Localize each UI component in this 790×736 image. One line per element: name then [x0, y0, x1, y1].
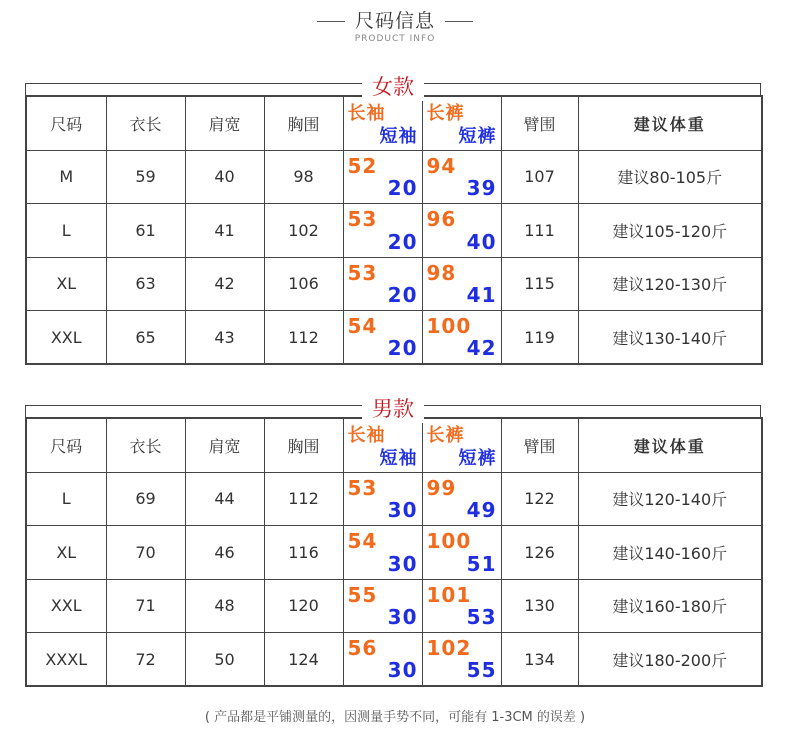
long-sleeve-value: 54 [347, 529, 378, 553]
weight-cell: 建议130-140斤 [578, 311, 762, 365]
short-pants-value: 51 [466, 551, 497, 576]
sleeve-cell [343, 311, 422, 365]
size-cell: XXL [26, 311, 106, 365]
size-cell: XL [26, 526, 106, 580]
title-dash-left [317, 21, 345, 22]
title-dash-right [445, 21, 473, 22]
table-row [26, 579, 762, 633]
weight-cell: 建议180-200斤 [578, 633, 762, 687]
size-cell: XXL [26, 579, 106, 633]
header-long-sleeve: 长袖 [347, 425, 386, 446]
shoulder-cell: 40 [185, 150, 264, 204]
size-cell: L [26, 472, 106, 526]
table-header-row [26, 96, 762, 150]
short-pants-value: 49 [466, 498, 497, 522]
sleeve-cell [343, 633, 422, 687]
header-sleeve [343, 96, 422, 150]
long-sleeve-value: 56 [347, 636, 378, 660]
sleeve-cell [343, 579, 422, 633]
table-row [26, 257, 762, 311]
pants-cell [422, 311, 501, 365]
header-chest: 胸围 [264, 418, 343, 472]
long-pants-value: 100 [426, 529, 472, 553]
arm-cell: 126 [501, 526, 578, 580]
pants-cell [422, 579, 501, 633]
men-section [25, 395, 761, 687]
long-sleeve-value: 53 [347, 260, 378, 285]
shoulder-cell: 46 [185, 526, 264, 580]
weight-cell: 建议140-160斤 [578, 526, 762, 580]
size-cell: XL [26, 257, 106, 311]
short-pants-value: 42 [466, 336, 497, 360]
short-sleeve-value: 20 [387, 229, 418, 254]
length-cell: 72 [106, 633, 185, 687]
long-sleeve-value: 55 [347, 582, 378, 607]
arm-cell: 111 [501, 204, 578, 258]
shoulder-cell: 50 [185, 633, 264, 687]
page-subtitle: PRODUCT INFO [354, 34, 436, 44]
table-row [26, 472, 762, 526]
pants-cell [422, 204, 501, 258]
short-sleeve-value: 20 [387, 176, 418, 200]
chest-cell: 112 [264, 311, 343, 365]
header-size: 尺码 [26, 418, 106, 472]
arm-cell: 115 [501, 257, 578, 311]
weight-cell: 建议120-140斤 [578, 472, 762, 526]
short-sleeve-value: 30 [387, 498, 418, 522]
arm-cell: 130 [501, 579, 578, 633]
men-section-bar [25, 395, 761, 421]
men-size-table [25, 417, 763, 687]
table-row [26, 526, 762, 580]
short-sleeve-value: 30 [387, 605, 418, 629]
chest-cell: 112 [264, 472, 343, 526]
length-cell: 71 [106, 579, 185, 633]
short-pants-value: 41 [466, 283, 497, 307]
short-pants-value: 39 [466, 176, 497, 200]
short-sleeve-value: 20 [387, 283, 418, 307]
header-shoulder: 肩宽 [185, 96, 264, 150]
women-section [25, 73, 761, 365]
header-length: 衣长 [106, 96, 185, 150]
header-shoulder: 肩宽 [185, 418, 264, 472]
short-sleeve-value: 20 [387, 336, 418, 360]
weight-cell: 建议80-105斤 [578, 150, 762, 204]
header-size: 尺码 [26, 96, 106, 150]
pants-cell [422, 150, 501, 204]
long-sleeve-value: 53 [347, 207, 378, 231]
chest-cell: 98 [264, 150, 343, 204]
women-section-title: 女款 [362, 71, 424, 101]
size-cell: XXXL [26, 633, 106, 687]
chest-cell: 120 [264, 579, 343, 633]
arm-cell: 119 [501, 311, 578, 365]
size-cell: L [26, 204, 106, 258]
weight-cell: 建议105-120斤 [578, 204, 762, 258]
shoulder-cell: 42 [185, 257, 264, 311]
long-sleeve-value: 54 [347, 314, 378, 338]
header-arm: 臂围 [501, 418, 578, 472]
header-long-pants: 长裤 [426, 425, 465, 446]
pants-cell [422, 472, 501, 526]
table-row [26, 204, 762, 258]
header-short-pants: 短裤 [458, 447, 497, 469]
sleeve-cell [343, 204, 422, 258]
short-sleeve-value: 30 [387, 551, 418, 576]
arm-cell: 134 [501, 633, 578, 687]
sleeve-cell [343, 526, 422, 580]
header-short-sleeve: 短袖 [379, 125, 418, 147]
length-cell: 69 [106, 472, 185, 526]
header-title-line [0, 6, 790, 33]
header-long-sleeve: 长袖 [347, 103, 386, 124]
short-sleeve-value: 30 [387, 658, 418, 682]
header-pants [422, 418, 501, 472]
long-pants-value: 94 [426, 153, 457, 178]
chest-cell: 102 [264, 204, 343, 258]
long-pants-value: 102 [426, 636, 472, 660]
arm-cell: 122 [501, 472, 578, 526]
shoulder-cell: 48 [185, 579, 264, 633]
pants-cell [422, 526, 501, 580]
pants-cell [422, 633, 501, 687]
men-section-title: 男款 [362, 393, 424, 423]
page-header [0, 6, 790, 44]
weight-cell: 建议160-180斤 [578, 579, 762, 633]
long-pants-value: 101 [426, 582, 472, 607]
long-pants-value: 98 [426, 260, 457, 285]
table-row [26, 150, 762, 204]
arm-cell: 107 [501, 150, 578, 204]
header-short-sleeve: 短袖 [379, 447, 418, 469]
header-chest: 胸围 [264, 96, 343, 150]
chest-cell: 124 [264, 633, 343, 687]
table-row [26, 633, 762, 687]
women-section-bar [25, 73, 761, 99]
header-arm: 臂围 [501, 96, 578, 150]
chest-cell: 106 [264, 257, 343, 311]
length-cell: 59 [106, 150, 185, 204]
short-pants-value: 40 [466, 229, 497, 254]
header-weight: 建议体重 [578, 96, 762, 150]
page-title: 尺码信息 [354, 10, 435, 32]
sleeve-cell [343, 472, 422, 526]
measurement-footnote: ( 产品都是平铺测量的，因测量手势不同，可能有 1-3CM 的误差 ) [204, 710, 586, 725]
header-pants [422, 96, 501, 150]
header-sleeve [343, 418, 422, 472]
size-cell: M [26, 150, 106, 204]
length-cell: 65 [106, 311, 185, 365]
shoulder-cell: 43 [185, 311, 264, 365]
long-pants-value: 99 [426, 475, 457, 500]
long-sleeve-value: 52 [347, 153, 378, 178]
sleeve-cell [343, 257, 422, 311]
header-weight: 建议体重 [578, 418, 762, 472]
women-size-table [25, 95, 763, 365]
long-sleeve-value: 53 [347, 475, 378, 500]
pants-cell [422, 257, 501, 311]
long-pants-value: 100 [426, 314, 472, 338]
length-cell: 61 [106, 204, 185, 258]
header-long-pants: 长裤 [426, 103, 465, 124]
header-short-pants: 短裤 [458, 125, 497, 147]
short-pants-value: 53 [466, 605, 497, 629]
short-pants-value: 55 [466, 658, 497, 682]
sleeve-cell [343, 150, 422, 204]
shoulder-cell: 41 [185, 204, 264, 258]
table-row [26, 311, 762, 365]
shoulder-cell: 44 [185, 472, 264, 526]
header-length: 衣长 [106, 418, 185, 472]
chest-cell: 116 [264, 526, 343, 580]
weight-cell: 建议120-130斤 [578, 257, 762, 311]
table-header-row [26, 418, 762, 472]
length-cell: 63 [106, 257, 185, 311]
long-pants-value: 96 [426, 207, 457, 231]
length-cell: 70 [106, 526, 185, 580]
